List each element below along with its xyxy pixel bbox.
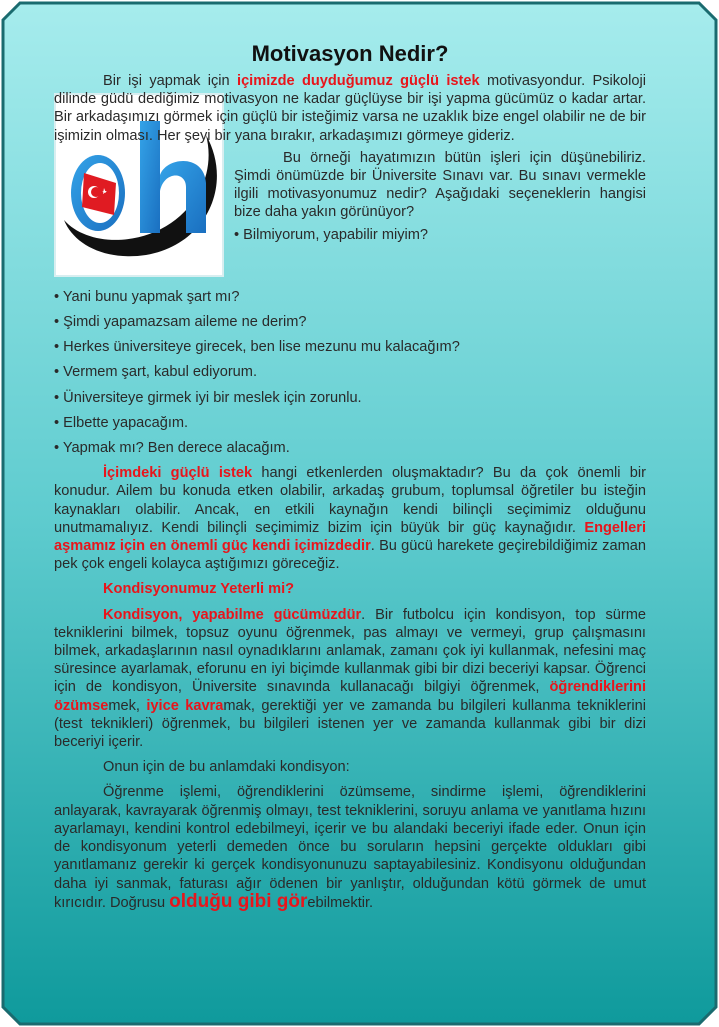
list-item: • Elbette yapacağım. (54, 414, 189, 431)
list-item: • Herkes üniversiteye girecek, ben lise mezunu mu kalacağım? (54, 339, 460, 356)
paragraph-learning (54, 783, 646, 911)
list-item: • Yani bunu yapmak şart mı? (54, 288, 240, 305)
body-text: hangi etkenlerden oluşmaktadır? Bu da çok önemli bir konudur. Ailem bu konuda etken olabilir, arkadaş grubum, toplumsal öğretiler bu isteğin kaynakları olabilir. Ancak, en etkili kaynağın kendi bilinçli seçimimiz olduğunu unutmamalıyız. Kendi bilinçli seçimimiz bizim için büyük bir güç kaynağıdır. (54, 465, 646, 536)
body-text: . Bu gücü harekete geçirebildiğimiz zaman pek çok engeli kolayca aştığımızı göreceğiz. (54, 538, 646, 573)
list-item: • Vermem şart, kabul ediyorum. (54, 364, 258, 381)
intro-highlight: içimizde duyduğumuz güçlü istek (237, 73, 480, 89)
highlight: iyice kavra (146, 697, 224, 714)
intro-text-before: Bir işi yapmak için (103, 73, 238, 89)
list-item: • Bilmiyorum, yapabilir miyim? (234, 226, 429, 243)
list-item: • Şimdi yapamazsam aileme ne derim? (54, 314, 307, 331)
body-text: . Bir futbolcu için kondisyon, top sürme tekniklerini bilmek, topsuz oyunu öğrenmek, pas almayı ve vermeyi, grup çalışmasını bilmek, arkadaşlarının nasıl oynadıklarını anlamak, zamanı çok iyi kullanmak, nefesini maç süresince ayarlamak, eforunu en iyi biçimde kullanmak gibi bir dizi beceriyi kapsar. Öğrenci için de kondisyon, Üniversite sınavında kullanacağı bilgiyi öğrenmek, (54, 606, 646, 696)
highlight: İçimdeki güçlü istek (103, 465, 253, 482)
highlight: öğrendiklerini özümse (54, 679, 646, 714)
intro-paragraph-1 (54, 72, 646, 145)
highlight: Kondisyon, yapabilme gücümüzdür (103, 606, 362, 623)
intro-paragraph-2: Bu örneği hayatımızın bütün işleri için düşünebiliriz. Şimdi önümüzde bir Üniversite Sınavı var. Bu sınavı vermekle ilgili motivasyonumuz nedir? Aşağıdaki seçeneklerin hangisi bize daha yakın görünüyor? (234, 149, 646, 221)
paragraph-condition-intro: Onun için de bu anlamdaki kondisyon: (103, 759, 350, 776)
highlight: Engelleri aşmamız için en önemli güç kendi içimizdedir (54, 519, 646, 555)
section-heading: Kondisyonumuz Yeterli mi? (103, 581, 295, 598)
body-text: Öğrenme işlemi, öğrendiklerini özümseme, sindirme işlemi, öğrendiklerini anlayarak, kavrayarak öğrenmiş olmayı, test tekniklerini, soruyu anlama ve yanıtlama hızını ayarlamayı, kendini kontrol edebilmeyi, içerir ve bu alandaki beceriyi ifade eder. Onun için de kondisyonum yeterli demeden önce bu soruların hepsini gerçekte oldukları gibi yanıtlamanız gerekir ki gerçek kondisyonunuzu saptayabilesiniz. Kondisyonu olduğundan daha iyi sanmak, faturası ağır ödenen bir yanlıştır, olduğundan kötü görmek de umut kırıcıdır. Doğrusu (54, 784, 646, 911)
body-text: mek, (108, 697, 147, 714)
paragraph-condition (54, 606, 646, 752)
page-title: Motivasyon Nedir? (251, 41, 449, 66)
body-text: mak, gerektiği yer ve zamanda bu bilgileri kullanma tekniklerini (test teknikleri) öğrenmek, bu bilgileri istenen yer ve zamanda kullanmak gibi bir dizi beceriyi içerir. (54, 697, 646, 751)
body-text: ebilmektir. (307, 894, 374, 911)
paragraph-inner-strength (54, 464, 646, 573)
list-item: • Yapmak mı? Ben derece alacağım. (54, 440, 290, 457)
intro-text-after: motivasyondur. Psikoloji dilinde güdü dediğimiz motivasyon ne kadar güçlüyse bir işi yapma gücümüz o kadar artar. Bir arkadaşımızı görmek için güçlü bir isteğimiz varsa ne uzaklık bize engel olabilir ne de bir işimizin olması. Her şeyi bir yana bırakır, arkadaşımızı görmeye gideriz. (54, 73, 647, 144)
list-item: • Üniversiteye girmek iyi bir meslek için zorunlu. (54, 389, 362, 406)
highlight: olduğu gibi gör (169, 890, 308, 912)
article (54, 40, 646, 912)
